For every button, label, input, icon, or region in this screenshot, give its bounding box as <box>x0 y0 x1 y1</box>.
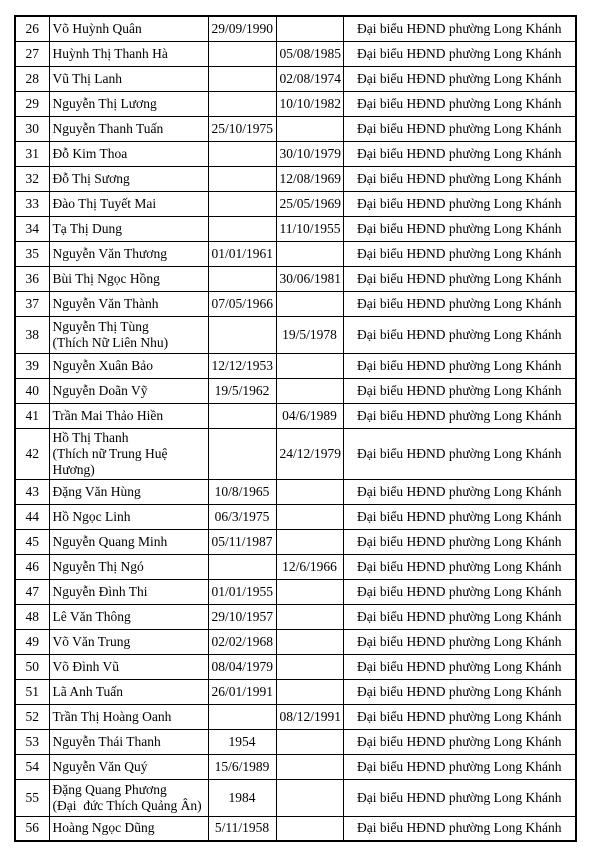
birthdate-col2-cell <box>276 16 343 41</box>
delegate-title-cell: Đại biểu HĐND phường Long Khánh <box>343 353 576 378</box>
table-row <box>15 529 576 554</box>
name-cell <box>49 266 208 291</box>
name-cell <box>49 16 208 41</box>
name-line1: Đào Thị Tuyết Mai <box>52 195 157 211</box>
table-row <box>15 316 576 353</box>
table-row <box>15 241 576 266</box>
birthdate-col1-cell <box>208 141 276 166</box>
name-cell <box>49 428 208 479</box>
row-number-cell: 53 <box>15 729 49 754</box>
name-cell <box>49 754 208 779</box>
name-line1: Huỳnh Thị Thanh Hà <box>52 45 168 61</box>
row-number-cell: 33 <box>15 191 49 216</box>
table-row <box>15 779 576 816</box>
delegate-title-cell: Đại biểu HĐND phường Long Khánh <box>343 16 576 41</box>
table-row <box>15 266 576 291</box>
name-line1: Nguyễn Xuân Bảo <box>52 357 153 373</box>
row-number-cell: 30 <box>15 116 49 141</box>
name-line1: Nguyễn Thái Thanh <box>52 733 161 749</box>
birthdate-col2-cell: 10/10/1982 <box>276 91 343 116</box>
name-line1: Đỗ Kim Thoa <box>52 145 128 161</box>
row-number-cell: 36 <box>15 266 49 291</box>
birthdate-col1-cell <box>208 316 276 353</box>
delegate-title-cell: Đại biểu HĐND phường Long Khánh <box>343 378 576 403</box>
birthdate-col2-cell <box>276 529 343 554</box>
name-cell <box>49 654 208 679</box>
delegate-title-cell: Đại biểu HĐND phường Long Khánh <box>343 479 576 504</box>
name-cell <box>49 166 208 191</box>
table-row <box>15 504 576 529</box>
table-row <box>15 816 576 841</box>
name-line1: Nguyễn Thị Tùng <box>52 318 149 334</box>
row-number-cell: 29 <box>15 91 49 116</box>
name-line1: Nguyễn Thị Lương <box>52 95 157 111</box>
delegate-title-cell: Đại biểu HĐND phường Long Khánh <box>343 529 576 554</box>
birthdate-col2-cell <box>276 116 343 141</box>
name-cell <box>49 629 208 654</box>
name-line2: (Đại đức Thích Quảng Ân) <box>52 797 202 813</box>
birthdate-col1-cell: 5/11/1958 <box>208 816 276 841</box>
row-number-cell: 27 <box>15 41 49 66</box>
birthdate-col1-cell: 29/10/1957 <box>208 604 276 629</box>
name-line1: Đặng Văn Hùng <box>52 483 141 499</box>
birthdate-col2-cell <box>276 816 343 841</box>
table-row <box>15 629 576 654</box>
birthdate-col2-cell: 19/5/1978 <box>276 316 343 353</box>
name-line1: Tạ Thị Dung <box>52 220 122 236</box>
name-cell <box>49 403 208 428</box>
delegate-title-cell: Đại biểu HĐND phường Long Khánh <box>343 554 576 579</box>
table-row <box>15 579 576 604</box>
name-line1: Lê Văn Thông <box>52 608 131 624</box>
birthdate-col1-cell: 29/09/1990 <box>208 16 276 41</box>
table-row <box>15 191 576 216</box>
birthdate-col2-cell: 12/08/1969 <box>276 166 343 191</box>
row-number-cell: 41 <box>15 403 49 428</box>
delegate-title-cell: Đại biểu HĐND phường Long Khánh <box>343 66 576 91</box>
name-cell <box>49 704 208 729</box>
birthdate-col1-cell <box>208 41 276 66</box>
row-number-cell: 44 <box>15 504 49 529</box>
table-row <box>15 554 576 579</box>
table-row <box>15 16 576 41</box>
name-line1: Bùi Thị Ngọc Hồng <box>52 270 160 286</box>
delegate-title-cell: Đại biểu HĐND phường Long Khánh <box>343 754 576 779</box>
birthdate-col2-cell <box>276 779 343 816</box>
delegate-title-cell: Đại biểu HĐND phường Long Khánh <box>343 116 576 141</box>
birthdate-col2-cell: 30/06/1981 <box>276 266 343 291</box>
birthdate-col1-cell <box>208 403 276 428</box>
table-body <box>15 16 576 841</box>
row-number-cell: 51 <box>15 679 49 704</box>
name-cell <box>49 191 208 216</box>
name-line2: (Thích Nữ Liên Nhu) <box>52 334 169 350</box>
name-line1: Võ Huỳnh Quân <box>52 20 142 36</box>
table-row <box>15 428 576 479</box>
name-line1: Trần Mai Thảo Hiền <box>52 407 164 423</box>
row-number-cell: 48 <box>15 604 49 629</box>
row-number-cell: 42 <box>15 428 49 479</box>
table-row <box>15 141 576 166</box>
row-number-cell: 31 <box>15 141 49 166</box>
name-line1: Trần Thị Hoàng Oanh <box>52 708 172 724</box>
delegate-title-cell: Đại biểu HĐND phường Long Khánh <box>343 166 576 191</box>
name-line1: Nguyễn Văn Thương <box>52 245 167 261</box>
table-row <box>15 91 576 116</box>
birthdate-col2-cell: 12/6/1966 <box>276 554 343 579</box>
birthdate-col2-cell: 24/12/1979 <box>276 428 343 479</box>
table-row <box>15 166 576 191</box>
row-number-cell: 47 <box>15 579 49 604</box>
row-number-cell: 50 <box>15 654 49 679</box>
birthdate-col1-cell: 01/01/1955 <box>208 579 276 604</box>
delegate-title-cell: Đại biểu HĐND phường Long Khánh <box>343 579 576 604</box>
table-row <box>15 66 576 91</box>
delegate-title-cell: Đại biểu HĐND phường Long Khánh <box>343 216 576 241</box>
delegate-title-cell: Đại biểu HĐND phường Long Khánh <box>343 729 576 754</box>
name-cell <box>49 779 208 816</box>
name-line1: Vũ Thị Lanh <box>52 70 122 86</box>
name-line1: Nguyễn Doãn Vỹ <box>52 382 148 398</box>
table-row <box>15 403 576 428</box>
name-cell <box>49 729 208 754</box>
birthdate-col1-cell: 05/11/1987 <box>208 529 276 554</box>
row-number-cell: 55 <box>15 779 49 816</box>
birthdate-col1-cell <box>208 554 276 579</box>
delegates-table <box>14 15 577 842</box>
birthdate-col2-cell: 02/08/1974 <box>276 66 343 91</box>
name-line1: Hồ Ngọc Linh <box>52 508 131 524</box>
birthdate-col2-cell: 25/05/1969 <box>276 191 343 216</box>
birthdate-col1-cell: 12/12/1953 <box>208 353 276 378</box>
row-number-cell: 35 <box>15 241 49 266</box>
row-number-cell: 40 <box>15 378 49 403</box>
table-row <box>15 654 576 679</box>
table-row <box>15 704 576 729</box>
table-row <box>15 216 576 241</box>
table-row <box>15 378 576 403</box>
birthdate-col2-cell <box>276 479 343 504</box>
name-line1: Nguyễn Văn Thành <box>52 295 159 311</box>
birthdate-col2-cell <box>276 579 343 604</box>
name-line1: Nguyễn Văn Quý <box>52 758 148 774</box>
name-line2: (Thích nữ Trung Huệ Hương) <box>52 445 168 477</box>
table-row <box>15 679 576 704</box>
delegate-title-cell: Đại biểu HĐND phường Long Khánh <box>343 779 576 816</box>
birthdate-col2-cell <box>276 754 343 779</box>
birthdate-col2-cell <box>276 241 343 266</box>
name-cell <box>49 66 208 91</box>
delegate-title-cell: Đại biểu HĐND phường Long Khánh <box>343 654 576 679</box>
name-cell <box>49 529 208 554</box>
birthdate-col1-cell: 25/10/1975 <box>208 116 276 141</box>
name-cell <box>49 116 208 141</box>
table-row <box>15 754 576 779</box>
name-cell <box>49 504 208 529</box>
name-cell <box>49 353 208 378</box>
birthdate-col1-cell: 19/5/1962 <box>208 378 276 403</box>
birthdate-col1-cell: 15/6/1989 <box>208 754 276 779</box>
birthdate-col1-cell: 1984 <box>208 779 276 816</box>
row-number-cell: 37 <box>15 291 49 316</box>
birthdate-col1-cell: 07/05/1966 <box>208 291 276 316</box>
delegate-title-cell: Đại biểu HĐND phường Long Khánh <box>343 141 576 166</box>
name-line1: Nguyễn Đình Thi <box>52 583 148 599</box>
row-number-cell: 45 <box>15 529 49 554</box>
table-row <box>15 291 576 316</box>
row-number-cell: 56 <box>15 816 49 841</box>
delegate-title-cell: Đại biểu HĐND phường Long Khánh <box>343 704 576 729</box>
row-number-cell: 54 <box>15 754 49 779</box>
birthdate-col1-cell <box>208 91 276 116</box>
delegate-title-cell: Đại biểu HĐND phường Long Khánh <box>343 679 576 704</box>
name-cell <box>49 816 208 841</box>
birthdate-col1-cell <box>208 428 276 479</box>
birthdate-col1-cell: 10/8/1965 <box>208 479 276 504</box>
birthdate-col2-cell <box>276 353 343 378</box>
table-row <box>15 353 576 378</box>
birthdate-col1-cell: 02/02/1968 <box>208 629 276 654</box>
row-number-cell: 26 <box>15 16 49 41</box>
delegate-title-cell: Đại biểu HĐND phường Long Khánh <box>343 241 576 266</box>
row-number-cell: 39 <box>15 353 49 378</box>
delegate-title-cell: Đại biểu HĐND phường Long Khánh <box>343 41 576 66</box>
birthdate-col1-cell <box>208 166 276 191</box>
delegate-title-cell: Đại biểu HĐND phường Long Khánh <box>343 291 576 316</box>
birthdate-col2-cell <box>276 729 343 754</box>
delegate-title-cell: Đại biểu HĐND phường Long Khánh <box>343 428 576 479</box>
birthdate-col1-cell: 06/3/1975 <box>208 504 276 529</box>
name-line1: Hồ Thị Thanh <box>52 429 129 445</box>
birthdate-col1-cell: 08/04/1979 <box>208 654 276 679</box>
birthdate-col2-cell: 11/10/1955 <box>276 216 343 241</box>
table-row <box>15 729 576 754</box>
birthdate-col2-cell <box>276 504 343 529</box>
birthdate-col1-cell <box>208 66 276 91</box>
delegate-title-cell: Đại biểu HĐND phường Long Khánh <box>343 816 576 841</box>
name-cell <box>49 141 208 166</box>
delegate-title-cell: Đại biểu HĐND phường Long Khánh <box>343 604 576 629</box>
name-cell <box>49 554 208 579</box>
name-line1: Đỗ Thị Sương <box>52 170 130 186</box>
birthdate-col1-cell <box>208 704 276 729</box>
delegate-title-cell: Đại biểu HĐND phường Long Khánh <box>343 504 576 529</box>
name-cell <box>49 291 208 316</box>
name-cell <box>49 479 208 504</box>
birthdate-col2-cell <box>276 679 343 704</box>
delegate-title-cell: Đại biểu HĐND phường Long Khánh <box>343 191 576 216</box>
birthdate-col1-cell <box>208 216 276 241</box>
delegate-title-cell: Đại biểu HĐND phường Long Khánh <box>343 266 576 291</box>
name-cell <box>49 316 208 353</box>
birthdate-col1-cell <box>208 266 276 291</box>
delegate-title-cell: Đại biểu HĐND phường Long Khánh <box>343 629 576 654</box>
birthdate-col1-cell: 1954 <box>208 729 276 754</box>
row-number-cell: 28 <box>15 66 49 91</box>
name-cell <box>49 604 208 629</box>
name-line1: Đặng Quang Phương <box>52 781 167 797</box>
table-row <box>15 41 576 66</box>
name-line1: Võ Đình Vũ <box>52 658 120 674</box>
birthdate-col2-cell <box>276 604 343 629</box>
row-number-cell: 46 <box>15 554 49 579</box>
row-number-cell: 43 <box>15 479 49 504</box>
name-cell <box>49 91 208 116</box>
name-line1: Nguyễn Quang Minh <box>52 533 168 549</box>
birthdate-col2-cell: 05/08/1985 <box>276 41 343 66</box>
birthdate-col2-cell <box>276 378 343 403</box>
delegate-title-cell: Đại biểu HĐND phường Long Khánh <box>343 91 576 116</box>
table-row <box>15 116 576 141</box>
birthdate-col1-cell: 01/01/1961 <box>208 241 276 266</box>
name-cell <box>49 41 208 66</box>
delegate-title-cell: Đại biểu HĐND phường Long Khánh <box>343 316 576 353</box>
birthdate-col2-cell <box>276 629 343 654</box>
birthdate-col1-cell <box>208 191 276 216</box>
birthdate-col2-cell: 30/10/1979 <box>276 141 343 166</box>
name-cell <box>49 378 208 403</box>
name-line1: Nguyễn Thị Ngó <box>52 558 144 574</box>
name-line1: Hoàng Ngọc Dũng <box>52 820 155 836</box>
birthdate-col1-cell: 26/01/1991 <box>208 679 276 704</box>
name-line1: Lã Anh Tuấn <box>52 683 124 699</box>
birthdate-col2-cell: 04/6/1989 <box>276 403 343 428</box>
birthdate-col2-cell: 08/12/1991 <box>276 704 343 729</box>
row-number-cell: 32 <box>15 166 49 191</box>
birthdate-col2-cell <box>276 654 343 679</box>
delegate-title-cell: Đại biểu HĐND phường Long Khánh <box>343 403 576 428</box>
birthdate-col2-cell <box>276 291 343 316</box>
table-row <box>15 479 576 504</box>
name-line1: Nguyễn Thanh Tuấn <box>52 120 164 136</box>
name-line1: Võ Văn Trung <box>52 633 131 649</box>
row-number-cell: 38 <box>15 316 49 353</box>
row-number-cell: 49 <box>15 629 49 654</box>
name-cell <box>49 216 208 241</box>
row-number-cell: 52 <box>15 704 49 729</box>
name-cell <box>49 241 208 266</box>
row-number-cell: 34 <box>15 216 49 241</box>
table-row <box>15 604 576 629</box>
name-cell <box>49 679 208 704</box>
name-cell <box>49 579 208 604</box>
